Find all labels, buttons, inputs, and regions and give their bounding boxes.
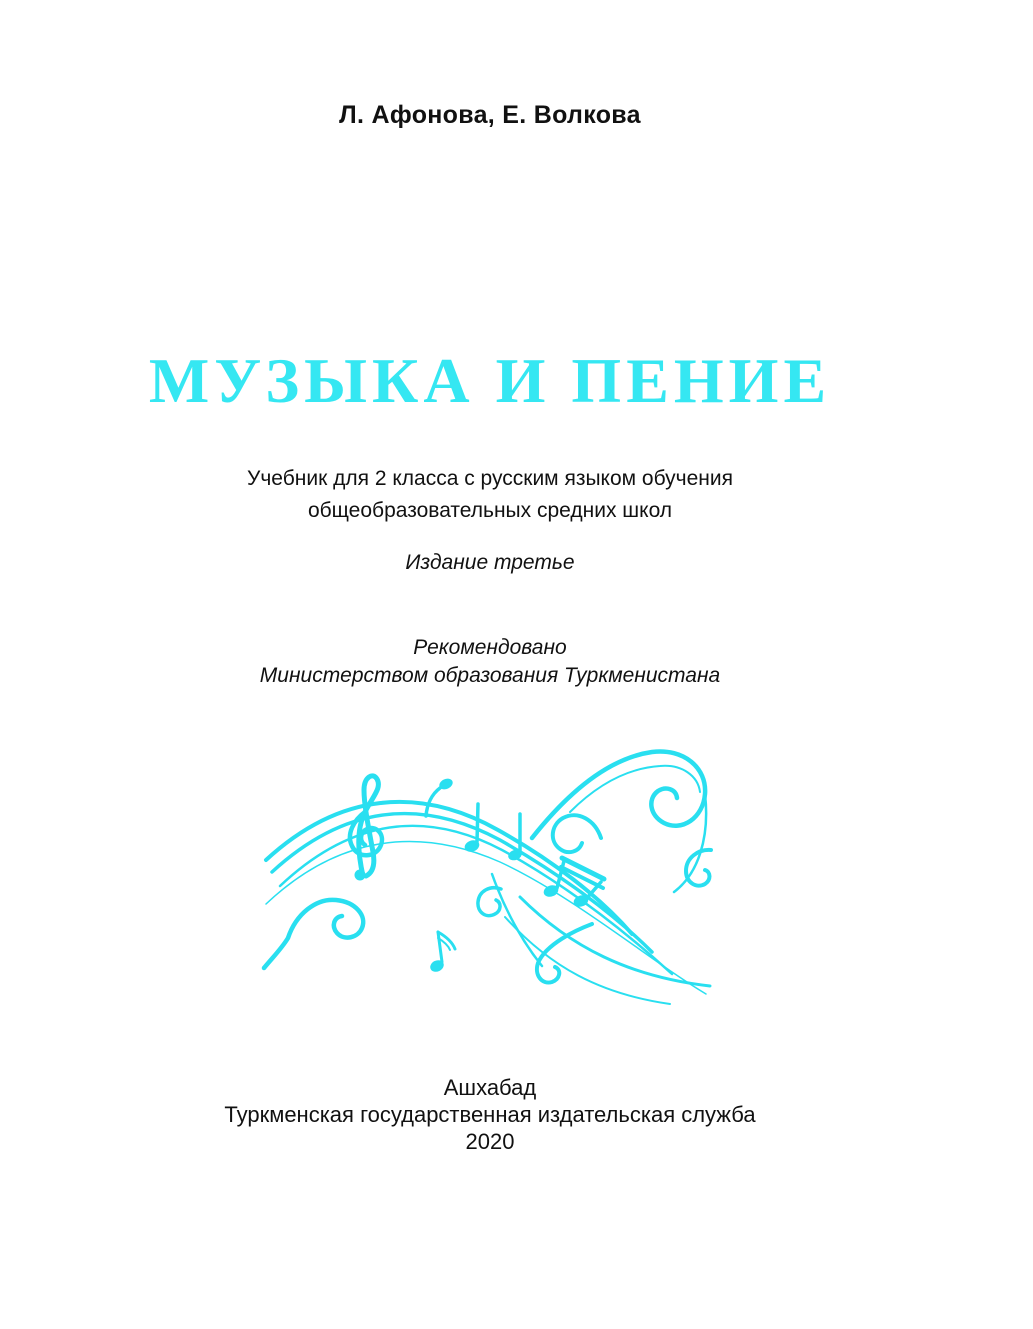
book-title: МУЗЫКА И ПЕНИЕ (148, 345, 832, 416)
edition-note: Издание третье (405, 551, 575, 574)
book-subtitle (0, 463, 980, 527)
approval-line-2: Министерством образования Туркменистана (259, 664, 721, 687)
approval-line-1: Рекомендовано (413, 636, 567, 659)
subtitle-line-1: Учебник для 2 класса с русским языком обучения (247, 467, 733, 490)
imprint-publisher: Туркменская государственная издательская служба (224, 1102, 756, 1127)
imprint-year: 2020 (465, 1129, 515, 1154)
music-flourish-illustration (270, 742, 710, 1027)
imprint-block (0, 1074, 980, 1155)
approval-note (0, 634, 980, 690)
imprint-city: Ашхабад (443, 1075, 537, 1100)
authors-line: Л. Афонова, Е. Волкова (339, 101, 641, 129)
music-flourish-icon (270, 742, 710, 1027)
subtitle-line-2: общеобразовательных средних школ (307, 499, 673, 522)
